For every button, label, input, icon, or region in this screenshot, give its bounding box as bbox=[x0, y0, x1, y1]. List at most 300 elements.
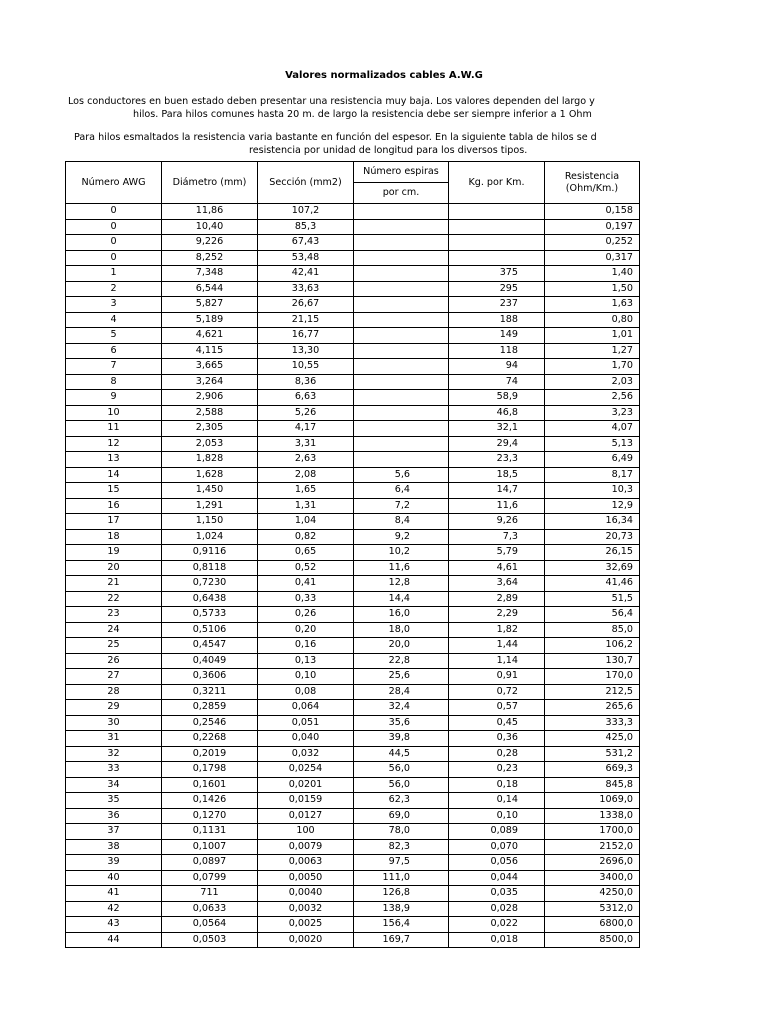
cell-diametro: 0,1426 bbox=[162, 793, 258, 809]
cell-seccion: 0,33 bbox=[258, 591, 354, 607]
cell-awg: 0 bbox=[66, 204, 162, 220]
cell-resistencia: 0,317 bbox=[545, 250, 640, 266]
cell-diametro: 0,0503 bbox=[162, 932, 258, 948]
cell-diametro: 0,2268 bbox=[162, 731, 258, 747]
cell-resistencia: 26,15 bbox=[545, 545, 640, 561]
cell-diametro: 0,0633 bbox=[162, 901, 258, 917]
cell-awg: 38 bbox=[66, 839, 162, 855]
header-resistencia bbox=[545, 162, 640, 204]
cell-kg: 0,089 bbox=[449, 824, 545, 840]
cell-resistencia: 1,50 bbox=[545, 281, 640, 297]
cell-diametro: 5,827 bbox=[162, 297, 258, 313]
cell-kg bbox=[449, 204, 545, 220]
cell-kg: 3,64 bbox=[449, 576, 545, 592]
table-row bbox=[66, 638, 640, 654]
cell-kg: 74 bbox=[449, 374, 545, 390]
intro-p1-line-2: hilos. Para hilos comunes hasta 20 m. de largo la resistencia debe ser siempre inferior a 1 Ohm bbox=[133, 109, 592, 120]
cell-resistencia: 32,69 bbox=[545, 560, 640, 576]
cell-awg: 34 bbox=[66, 777, 162, 793]
cell-seccion: 85,3 bbox=[258, 219, 354, 235]
intro-paragraph-2 bbox=[60, 131, 640, 157]
header-espiras-bottom: por cm. bbox=[354, 183, 449, 204]
cell-espiras: 16,0 bbox=[354, 607, 449, 623]
cell-espiras: 10,2 bbox=[354, 545, 449, 561]
cell-resistencia: 333,3 bbox=[545, 715, 640, 731]
cell-kg: 0,022 bbox=[449, 917, 545, 933]
cell-seccion: 6,63 bbox=[258, 390, 354, 406]
cell-seccion: 1,65 bbox=[258, 483, 354, 499]
header-resistencia-line-1: Resistencia bbox=[564, 170, 620, 182]
table-row bbox=[66, 777, 640, 793]
table-row bbox=[66, 421, 640, 437]
cell-seccion: 5,26 bbox=[258, 405, 354, 421]
cell-espiras bbox=[354, 436, 449, 452]
cell-diametro: 711 bbox=[162, 886, 258, 902]
cell-espiras bbox=[354, 312, 449, 328]
cell-awg: 6 bbox=[66, 343, 162, 359]
cell-kg: 237 bbox=[449, 297, 545, 313]
cell-seccion: 0,65 bbox=[258, 545, 354, 561]
cell-awg: 37 bbox=[66, 824, 162, 840]
cell-diametro: 0,7230 bbox=[162, 576, 258, 592]
cell-kg: 11,6 bbox=[449, 498, 545, 514]
table-row bbox=[66, 219, 640, 235]
table-row bbox=[66, 250, 640, 266]
cell-kg: 375 bbox=[449, 266, 545, 282]
cell-espiras: 138,9 bbox=[354, 901, 449, 917]
cell-resistencia: 170,0 bbox=[545, 669, 640, 685]
cell-kg: 0,028 bbox=[449, 901, 545, 917]
cell-seccion: 100 bbox=[258, 824, 354, 840]
table-row bbox=[66, 235, 640, 251]
table-row bbox=[66, 514, 640, 530]
table-row bbox=[66, 328, 640, 344]
header-kg: Kg. por Km. bbox=[449, 162, 545, 204]
cell-seccion: 16,77 bbox=[258, 328, 354, 344]
table-row bbox=[66, 793, 640, 809]
cell-kg: 29,4 bbox=[449, 436, 545, 452]
cell-seccion: 0,82 bbox=[258, 529, 354, 545]
cell-kg bbox=[449, 235, 545, 251]
cell-awg: 30 bbox=[66, 715, 162, 731]
cell-espiras: 69,0 bbox=[354, 808, 449, 824]
cell-resistencia: 425,0 bbox=[545, 731, 640, 747]
cell-espiras: 20,0 bbox=[354, 638, 449, 654]
cell-seccion: 0,0063 bbox=[258, 855, 354, 871]
cell-kg: 58,9 bbox=[449, 390, 545, 406]
cell-awg: 9 bbox=[66, 390, 162, 406]
intro-p2-line-1: Para hilos esmaltados la resistencia varia bastante en función del espesor. En la siguiente tabla de hilos se d bbox=[74, 132, 597, 143]
table-row bbox=[66, 359, 640, 375]
awg-table bbox=[65, 161, 640, 948]
cell-espiras bbox=[354, 421, 449, 437]
cell-diametro: 0,6438 bbox=[162, 591, 258, 607]
cell-kg: 0,018 bbox=[449, 932, 545, 948]
table-row bbox=[66, 297, 640, 313]
cell-espiras: 18,0 bbox=[354, 622, 449, 638]
cell-seccion: 0,051 bbox=[258, 715, 354, 731]
cell-kg: 1,82 bbox=[449, 622, 545, 638]
cell-awg: 18 bbox=[66, 529, 162, 545]
cell-awg: 22 bbox=[66, 591, 162, 607]
table-row bbox=[66, 576, 640, 592]
cell-diametro: 9,226 bbox=[162, 235, 258, 251]
cell-espiras: 14,4 bbox=[354, 591, 449, 607]
cell-resistencia: 12,9 bbox=[545, 498, 640, 514]
cell-espiras: 62,3 bbox=[354, 793, 449, 809]
cell-seccion: 0,0127 bbox=[258, 808, 354, 824]
cell-espiras: 9,2 bbox=[354, 529, 449, 545]
table-row bbox=[66, 684, 640, 700]
cell-awg: 35 bbox=[66, 793, 162, 809]
cell-diametro: 11,86 bbox=[162, 204, 258, 220]
table-row bbox=[66, 266, 640, 282]
cell-espiras: 25,6 bbox=[354, 669, 449, 685]
cell-seccion: 1,31 bbox=[258, 498, 354, 514]
cell-awg: 0 bbox=[66, 219, 162, 235]
cell-awg: 0 bbox=[66, 235, 162, 251]
cell-awg: 39 bbox=[66, 855, 162, 871]
cell-seccion: 0,0201 bbox=[258, 777, 354, 793]
cell-espiras: 28,4 bbox=[354, 684, 449, 700]
cell-kg: 94 bbox=[449, 359, 545, 375]
cell-resistencia: 669,3 bbox=[545, 762, 640, 778]
cell-awg: 17 bbox=[66, 514, 162, 530]
cell-diametro: 0,3211 bbox=[162, 684, 258, 700]
cell-seccion: 8,36 bbox=[258, 374, 354, 390]
cell-kg: 32,1 bbox=[449, 421, 545, 437]
cell-kg: 1,44 bbox=[449, 638, 545, 654]
cell-seccion: 1,04 bbox=[258, 514, 354, 530]
cell-resistencia: 56,4 bbox=[545, 607, 640, 623]
cell-espiras bbox=[354, 235, 449, 251]
table-row bbox=[66, 808, 640, 824]
table-row bbox=[66, 715, 640, 731]
cell-resistencia: 3400,0 bbox=[545, 870, 640, 886]
table-row bbox=[66, 824, 640, 840]
cell-seccion: 67,43 bbox=[258, 235, 354, 251]
cell-resistencia: 845,8 bbox=[545, 777, 640, 793]
cell-seccion: 2,08 bbox=[258, 467, 354, 483]
cell-awg: 0 bbox=[66, 250, 162, 266]
cell-kg: 0,36 bbox=[449, 731, 545, 747]
cell-espiras bbox=[354, 281, 449, 297]
cell-kg: 46,8 bbox=[449, 405, 545, 421]
cell-resistencia: 4250,0 bbox=[545, 886, 640, 902]
cell-resistencia: 5312,0 bbox=[545, 901, 640, 917]
cell-resistencia: 85,0 bbox=[545, 622, 640, 638]
cell-diametro: 1,291 bbox=[162, 498, 258, 514]
cell-espiras bbox=[354, 405, 449, 421]
cell-resistencia: 0,80 bbox=[545, 312, 640, 328]
cell-kg: 0,14 bbox=[449, 793, 545, 809]
cell-seccion: 0,0025 bbox=[258, 917, 354, 933]
table-row bbox=[66, 343, 640, 359]
cell-awg: 16 bbox=[66, 498, 162, 514]
cell-espiras: 78,0 bbox=[354, 824, 449, 840]
table-row bbox=[66, 839, 640, 855]
cell-espiras: 169,7 bbox=[354, 932, 449, 948]
table-row bbox=[66, 653, 640, 669]
cell-kg: 0,044 bbox=[449, 870, 545, 886]
cell-resistencia: 1,70 bbox=[545, 359, 640, 375]
cell-diametro: 0,5733 bbox=[162, 607, 258, 623]
cell-espiras: 22,8 bbox=[354, 653, 449, 669]
cell-kg: 0,28 bbox=[449, 746, 545, 762]
intro-p2-line-2: resistencia por unidad de longitud para los diversos tipos. bbox=[249, 145, 528, 156]
cell-kg: 0,91 bbox=[449, 669, 545, 685]
cell-awg: 41 bbox=[66, 886, 162, 902]
table-row bbox=[66, 498, 640, 514]
cell-kg: 7,3 bbox=[449, 529, 545, 545]
cell-seccion: 0,032 bbox=[258, 746, 354, 762]
cell-kg: 14,7 bbox=[449, 483, 545, 499]
cell-seccion: 53,48 bbox=[258, 250, 354, 266]
cell-espiras: 39,8 bbox=[354, 731, 449, 747]
table-row bbox=[66, 374, 640, 390]
cell-diametro: 0,5106 bbox=[162, 622, 258, 638]
awg-table-header bbox=[66, 162, 640, 204]
cell-diametro: 0,1007 bbox=[162, 839, 258, 855]
cell-espiras: 82,3 bbox=[354, 839, 449, 855]
cell-seccion: 0,0020 bbox=[258, 932, 354, 948]
cell-espiras: 6,4 bbox=[354, 483, 449, 499]
table-row bbox=[66, 204, 640, 220]
cell-kg: 0,056 bbox=[449, 855, 545, 871]
table-row bbox=[66, 467, 640, 483]
table-row bbox=[66, 622, 640, 638]
table-row bbox=[66, 560, 640, 576]
cell-awg: 4 bbox=[66, 312, 162, 328]
header-espiras-top: Número espiras bbox=[354, 162, 449, 183]
cell-awg: 23 bbox=[66, 607, 162, 623]
cell-espiras: 7,2 bbox=[354, 498, 449, 514]
cell-resistencia: 41,46 bbox=[545, 576, 640, 592]
cell-seccion: 0,20 bbox=[258, 622, 354, 638]
cell-awg: 44 bbox=[66, 932, 162, 948]
cell-resistencia: 1,01 bbox=[545, 328, 640, 344]
cell-resistencia: 5,13 bbox=[545, 436, 640, 452]
cell-diametro: 4,115 bbox=[162, 343, 258, 359]
cell-diametro: 0,1131 bbox=[162, 824, 258, 840]
cell-espiras bbox=[354, 374, 449, 390]
cell-diametro: 0,1798 bbox=[162, 762, 258, 778]
cell-seccion: 107,2 bbox=[258, 204, 354, 220]
cell-espiras: 111,0 bbox=[354, 870, 449, 886]
cell-seccion: 26,67 bbox=[258, 297, 354, 313]
cell-awg: 2 bbox=[66, 281, 162, 297]
cell-espiras: 5,6 bbox=[354, 467, 449, 483]
cell-kg: 149 bbox=[449, 328, 545, 344]
cell-seccion: 0,0159 bbox=[258, 793, 354, 809]
table-row bbox=[66, 762, 640, 778]
cell-awg: 12 bbox=[66, 436, 162, 452]
cell-kg: 18,5 bbox=[449, 467, 545, 483]
cell-espiras: 56,0 bbox=[354, 762, 449, 778]
cell-awg: 1 bbox=[66, 266, 162, 282]
cell-seccion: 0,52 bbox=[258, 560, 354, 576]
cell-diametro: 4,621 bbox=[162, 328, 258, 344]
cell-seccion: 2,63 bbox=[258, 452, 354, 468]
cell-seccion: 0,0254 bbox=[258, 762, 354, 778]
table-row bbox=[66, 855, 640, 871]
cell-seccion: 0,10 bbox=[258, 669, 354, 685]
header-awg: Número AWG bbox=[66, 162, 162, 204]
cell-diametro: 2,305 bbox=[162, 421, 258, 437]
cell-kg: 0,72 bbox=[449, 684, 545, 700]
cell-diametro: 10,40 bbox=[162, 219, 258, 235]
cell-kg: 0,070 bbox=[449, 839, 545, 855]
cell-resistencia: 6,49 bbox=[545, 452, 640, 468]
cell-resistencia: 2,03 bbox=[545, 374, 640, 390]
cell-kg: 0,57 bbox=[449, 700, 545, 716]
cell-seccion: 0,0079 bbox=[258, 839, 354, 855]
header-seccion: Sección (mm2) bbox=[258, 162, 354, 204]
table-row bbox=[66, 746, 640, 762]
cell-resistencia: 531,2 bbox=[545, 746, 640, 762]
cell-awg: 32 bbox=[66, 746, 162, 762]
cell-resistencia: 1069,0 bbox=[545, 793, 640, 809]
cell-kg: 188 bbox=[449, 312, 545, 328]
table-row bbox=[66, 312, 640, 328]
cell-resistencia: 1,27 bbox=[545, 343, 640, 359]
cell-kg bbox=[449, 219, 545, 235]
cell-resistencia: 10,3 bbox=[545, 483, 640, 499]
cell-awg: 15 bbox=[66, 483, 162, 499]
cell-espiras bbox=[354, 250, 449, 266]
cell-seccion: 3,31 bbox=[258, 436, 354, 452]
cell-diametro: 1,150 bbox=[162, 514, 258, 530]
cell-awg: 21 bbox=[66, 576, 162, 592]
cell-diametro: 5,189 bbox=[162, 312, 258, 328]
cell-resistencia: 6800,0 bbox=[545, 917, 640, 933]
cell-espiras: 11,6 bbox=[354, 560, 449, 576]
cell-diametro: 3,665 bbox=[162, 359, 258, 375]
table-row bbox=[66, 917, 640, 933]
cell-espiras bbox=[354, 297, 449, 313]
cell-resistencia: 3,23 bbox=[545, 405, 640, 421]
cell-diametro: 0,0564 bbox=[162, 917, 258, 933]
cell-resistencia: 8500,0 bbox=[545, 932, 640, 948]
cell-resistencia: 16,34 bbox=[545, 514, 640, 530]
cell-diametro: 0,0897 bbox=[162, 855, 258, 871]
cell-diametro: 2,053 bbox=[162, 436, 258, 452]
cell-espiras bbox=[354, 219, 449, 235]
awg-table-body bbox=[66, 204, 640, 948]
table-row bbox=[66, 607, 640, 623]
intro-p1-line-1: Los conductores en buen estado deben presentar una resistencia muy baja. Los valores dependen del largo y bbox=[68, 96, 595, 107]
cell-diametro: 0,0799 bbox=[162, 870, 258, 886]
cell-awg: 40 bbox=[66, 870, 162, 886]
cell-resistencia: 0,158 bbox=[545, 204, 640, 220]
cell-resistencia: 20,73 bbox=[545, 529, 640, 545]
intro-paragraph-1 bbox=[60, 95, 640, 121]
table-row bbox=[66, 281, 640, 297]
cell-espiras bbox=[354, 452, 449, 468]
table-row bbox=[66, 452, 640, 468]
cell-resistencia: 106,2 bbox=[545, 638, 640, 654]
table-row bbox=[66, 731, 640, 747]
cell-kg: 23,3 bbox=[449, 452, 545, 468]
table-row bbox=[66, 529, 640, 545]
cell-seccion: 0,0050 bbox=[258, 870, 354, 886]
table-row bbox=[66, 436, 640, 452]
cell-kg: 2,89 bbox=[449, 591, 545, 607]
cell-espiras: 12,8 bbox=[354, 576, 449, 592]
cell-kg: 295 bbox=[449, 281, 545, 297]
cell-espiras bbox=[354, 359, 449, 375]
cell-seccion: 0,41 bbox=[258, 576, 354, 592]
cell-awg: 3 bbox=[66, 297, 162, 313]
cell-seccion: 0,26 bbox=[258, 607, 354, 623]
table-row bbox=[66, 545, 640, 561]
cell-diametro: 0,3606 bbox=[162, 669, 258, 685]
cell-seccion: 0,040 bbox=[258, 731, 354, 747]
cell-awg: 24 bbox=[66, 622, 162, 638]
cell-kg: 118 bbox=[449, 343, 545, 359]
cell-awg: 13 bbox=[66, 452, 162, 468]
cell-kg: 4,61 bbox=[449, 560, 545, 576]
cell-diametro: 0,2019 bbox=[162, 746, 258, 762]
cell-awg: 29 bbox=[66, 700, 162, 716]
cell-espiras: 35,6 bbox=[354, 715, 449, 731]
cell-awg: 14 bbox=[66, 467, 162, 483]
cell-diametro: 0,4547 bbox=[162, 638, 258, 654]
table-row bbox=[66, 483, 640, 499]
cell-diametro: 1,628 bbox=[162, 467, 258, 483]
cell-seccion: 0,16 bbox=[258, 638, 354, 654]
cell-seccion: 42,41 bbox=[258, 266, 354, 282]
cell-awg: 8 bbox=[66, 374, 162, 390]
cell-awg: 42 bbox=[66, 901, 162, 917]
cell-seccion: 0,08 bbox=[258, 684, 354, 700]
cell-awg: 5 bbox=[66, 328, 162, 344]
cell-espiras: 44,5 bbox=[354, 746, 449, 762]
cell-resistencia: 2696,0 bbox=[545, 855, 640, 871]
cell-awg: 7 bbox=[66, 359, 162, 375]
header-resistencia-line-2: (Ohm/Km.) bbox=[565, 182, 619, 194]
cell-kg: 5,79 bbox=[449, 545, 545, 561]
cell-awg: 10 bbox=[66, 405, 162, 421]
cell-kg: 9,26 bbox=[449, 514, 545, 530]
cell-resistencia: 51,5 bbox=[545, 591, 640, 607]
cell-awg: 19 bbox=[66, 545, 162, 561]
cell-diametro: 1,450 bbox=[162, 483, 258, 499]
cell-resistencia: 0,197 bbox=[545, 219, 640, 235]
table-row bbox=[66, 390, 640, 406]
cell-awg: 36 bbox=[66, 808, 162, 824]
cell-kg: 0,18 bbox=[449, 777, 545, 793]
cell-diametro: 0,8118 bbox=[162, 560, 258, 576]
cell-resistencia: 2152,0 bbox=[545, 839, 640, 855]
cell-espiras: 8,4 bbox=[354, 514, 449, 530]
cell-diametro: 0,9116 bbox=[162, 545, 258, 561]
cell-awg: 26 bbox=[66, 653, 162, 669]
cell-kg bbox=[449, 250, 545, 266]
cell-espiras bbox=[354, 390, 449, 406]
cell-awg: 25 bbox=[66, 638, 162, 654]
cell-diametro: 0,1270 bbox=[162, 808, 258, 824]
cell-seccion: 0,0032 bbox=[258, 901, 354, 917]
cell-espiras: 32,4 bbox=[354, 700, 449, 716]
cell-resistencia: 130,7 bbox=[545, 653, 640, 669]
cell-seccion: 21,15 bbox=[258, 312, 354, 328]
cell-resistencia: 1,40 bbox=[545, 266, 640, 282]
cell-seccion: 4,17 bbox=[258, 421, 354, 437]
cell-diametro: 8,252 bbox=[162, 250, 258, 266]
cell-diametro: 0,2546 bbox=[162, 715, 258, 731]
cell-resistencia: 265,6 bbox=[545, 700, 640, 716]
